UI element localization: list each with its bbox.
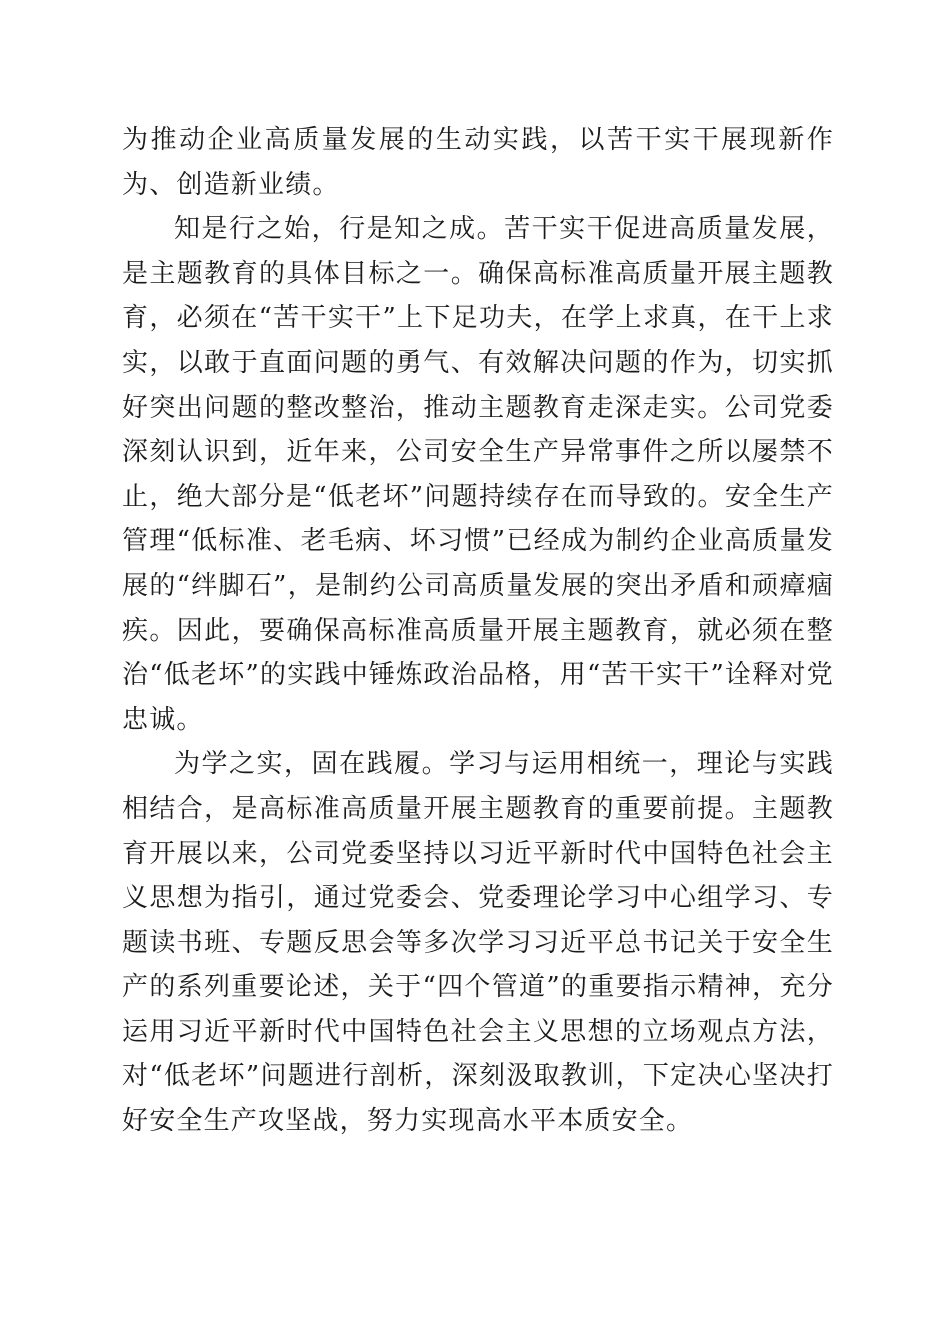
paragraph-continuation: 为推动企业高质量发展的生动实践，以苦干实干展现新作为、创造新业绩。 xyxy=(122,125,834,200)
paragraph-learning: 为学之实，固在践履。学习与运用相统一，理论与实践相结合，是高标准高质量开展主题教育的重要前提。主题教育开展以来，公司党委坚持以习近平新时代中国特色社会主义思想为指引，通过党委会、党委理论学习中心组学习、专题读书班、专题反思会等多次学习习近平总书记关于安全生产的系列重要论述，关于“四个管道”的重要指示精神，充分运用习近平新时代中国特色社会主义思想的立场观点方法，对“低老坏”问题进行剖析，深刻汲取教训，下定决心坚决打好安全生产攻坚战，努力实现高水平本质安全。 xyxy=(122,749,834,1137)
document-body xyxy=(122,118,834,1144)
paragraph-practice: 知是行之始，行是知之成。苦干实干促进高质量发展，是主题教育的具体目标之一。确保高标准高质量开展主题教育，必须在“苦干实干”上下足功夫，在学上求真，在干上求实，以敢于直面问题的勇气、有效解决问题的作为，切实抓好突出问题的整改整治，推动主题教育走深走实。公司党委深刻认识到，近年来，公司安全生产异常事件之所以屡禁不止，绝大部分是“低老坏”问题持续存在而导致的。安全生产管理“低标准、老毛病、坏习惯”已经成为制约企业高质量发展的“绊脚石”，是制约公司高质量发展的突出矛盾和顽瘴痼疾。因此，要确保高标准高质量开展主题教育，就必须在整治“低老坏”的实践中锤炼政治品格，用“苦干实干”诠释对党忠诚。 xyxy=(122,214,834,735)
